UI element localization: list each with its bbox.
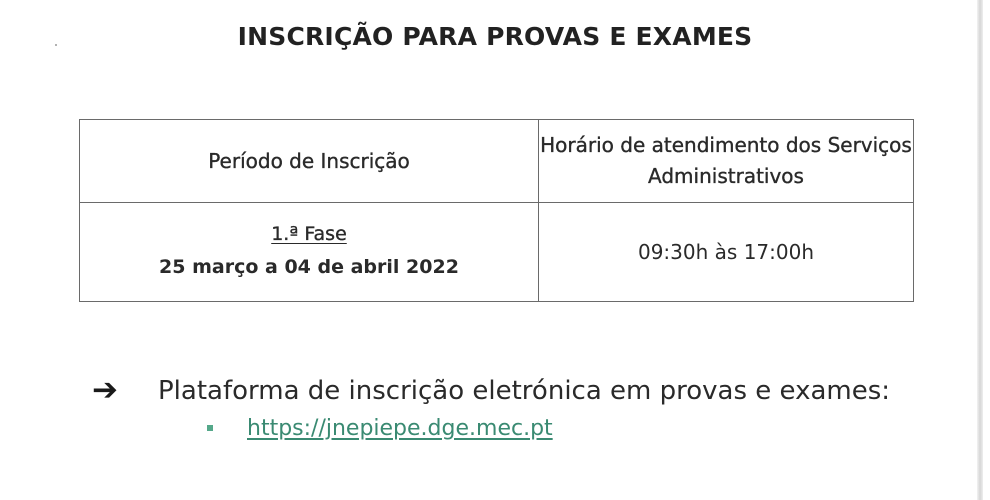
platform-note: Plataforma de inscrição eletrónica em provas e exames:	[158, 376, 891, 406]
registration-table	[79, 119, 914, 302]
platform-link[interactable]: https://jnepiepe.dge.mec.pt	[247, 416, 553, 441]
table-header-row	[80, 120, 914, 203]
header-service-hours: Horário de atendimento dos Serviços Administrativos	[539, 120, 914, 203]
registration-dates: 25 março a 04 de abril 2022	[159, 256, 459, 278]
phase-label: 1.ª Fase	[271, 223, 347, 245]
cell-registration-period	[80, 203, 539, 302]
table-row	[80, 203, 914, 302]
document-title: INSCRIÇÃO PARA PROVAS E EXAMES	[237, 22, 753, 51]
arrow-right-icon: ➔	[92, 372, 118, 408]
cell-service-hours	[539, 203, 914, 302]
service-hours: 09:30h às 17:00h	[637, 240, 814, 264]
header-registration-period: Período de Inscrição	[80, 120, 539, 203]
bullet-square-icon	[207, 425, 213, 431]
page-edge-shadow	[977, 0, 983, 500]
